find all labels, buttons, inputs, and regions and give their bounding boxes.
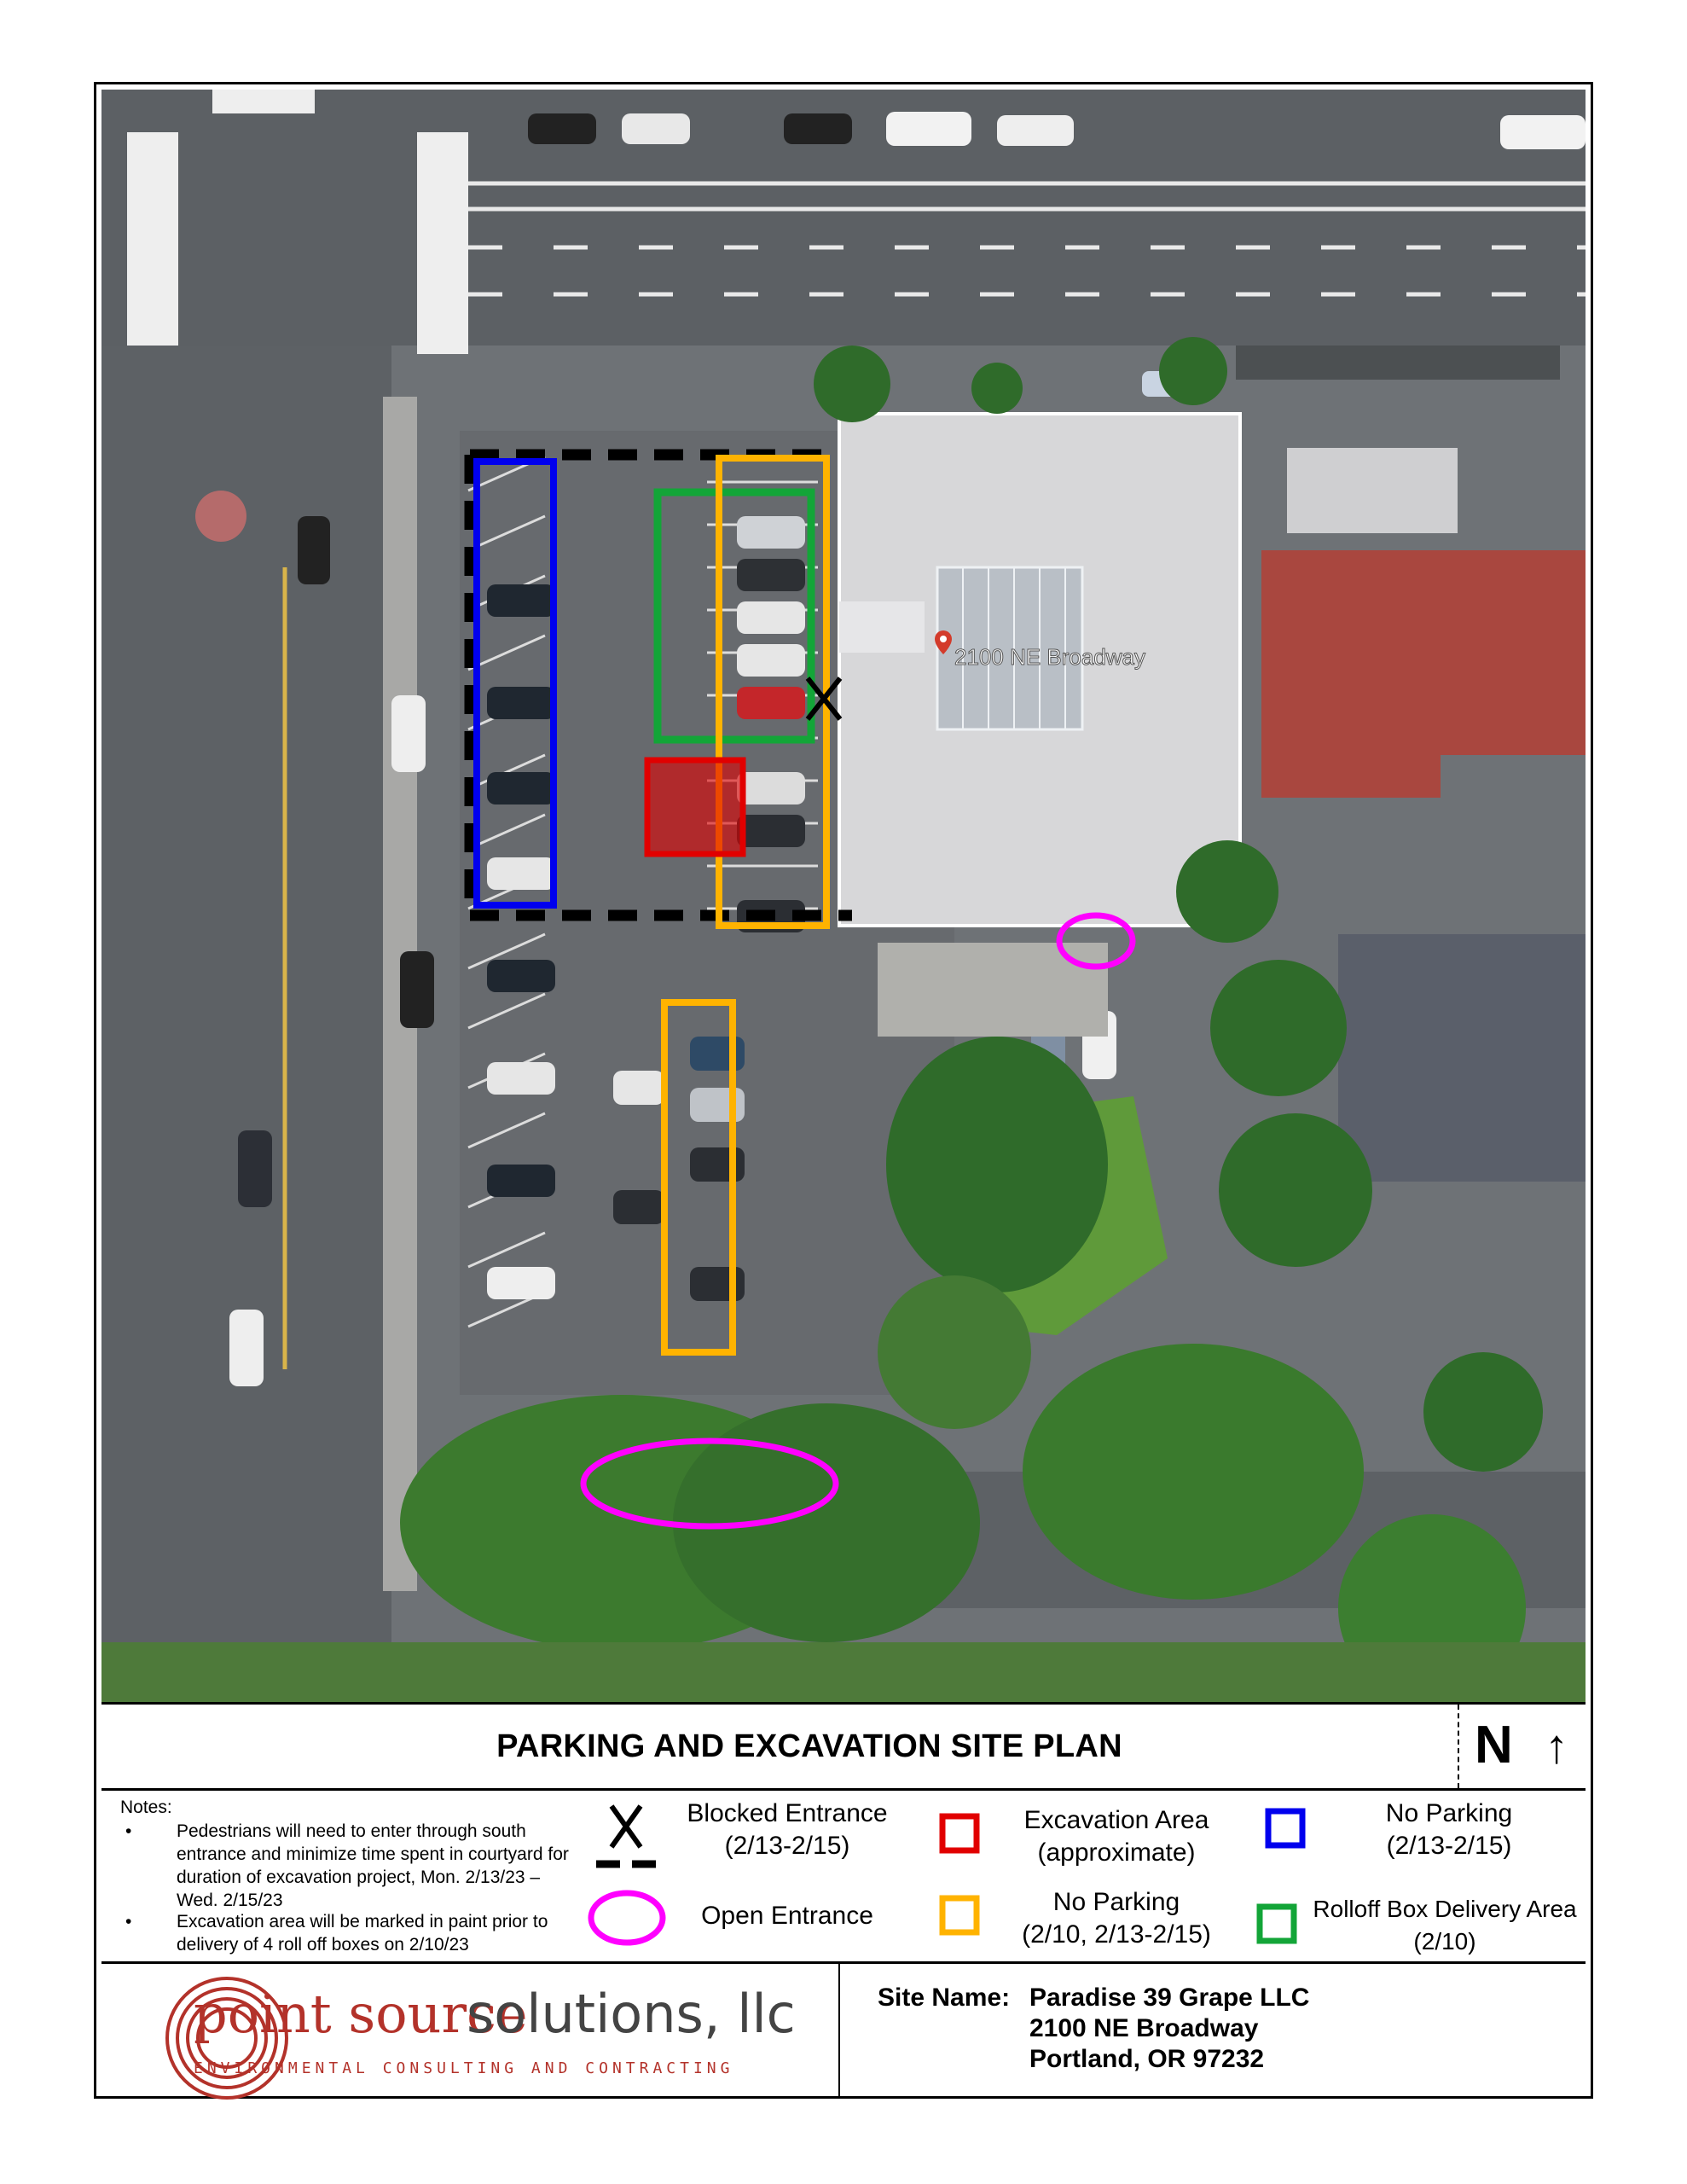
site-name-label: Site Name: bbox=[878, 1984, 1011, 2012]
legend-line: (approximate) bbox=[1037, 1838, 1196, 1867]
courtyard-plaza bbox=[878, 943, 1108, 1037]
legend-line: Open Entrance bbox=[701, 1902, 873, 1930]
side-street bbox=[101, 346, 391, 1702]
small-building bbox=[1287, 448, 1458, 533]
excavation-area bbox=[647, 760, 743, 854]
address-map-label: 2100 NE Broadway bbox=[954, 644, 1146, 670]
footer-divider bbox=[838, 1964, 840, 2096]
site-street: 2100 NE Broadway bbox=[1029, 2014, 1259, 2042]
legend-no-parking-blue-icon bbox=[1263, 1806, 1311, 1854]
legend-and-notes bbox=[101, 1791, 1586, 1964]
bullet-icon: • bbox=[125, 1912, 132, 1931]
logo-word-point-source: point source bbox=[194, 1983, 528, 2045]
north-indicator bbox=[1458, 1705, 1586, 1788]
legend-line: Blocked Entrance bbox=[687, 1799, 888, 1827]
legend-no-parking-orange-label bbox=[1006, 1886, 1227, 1951]
legend-excavation-icon bbox=[937, 1811, 985, 1859]
building-shadow bbox=[1236, 346, 1560, 380]
legend-line: (2/13-2/15) bbox=[724, 1832, 850, 1860]
map-canvas bbox=[101, 90, 1586, 1702]
dark-roof-building bbox=[1338, 934, 1586, 1182]
legend-line: Excavation Area bbox=[1023, 1806, 1209, 1834]
logo-tagline: ENVIRONMENTAL CONSULTING AND CONTRACTING bbox=[194, 2059, 734, 2077]
legend-line: No Parking bbox=[1385, 1799, 1513, 1827]
north-letter: N bbox=[1475, 1716, 1513, 1774]
legend-excavation-label bbox=[1006, 1804, 1227, 1869]
legend-line: No Parking bbox=[1052, 1888, 1180, 1916]
aerial-map bbox=[101, 90, 1586, 1702]
legend-line: (2/10) bbox=[1413, 1928, 1476, 1955]
legend-open-entrance-label bbox=[668, 1900, 907, 1932]
north-arrow-icon: ↑ bbox=[1545, 1719, 1568, 1773]
footer bbox=[101, 1964, 1586, 2096]
legend-line: Rolloff Box Delivery Area bbox=[1313, 1896, 1577, 1922]
legend-rolloff-label bbox=[1304, 1893, 1586, 1958]
legend-no-parking-orange-icon bbox=[937, 1893, 985, 1941]
notes-heading: Notes: bbox=[120, 1798, 172, 1817]
legend-rolloff-icon bbox=[1255, 1902, 1302, 1949]
legend-blocked-entrance-label bbox=[668, 1798, 907, 1862]
red-roof-building-2 bbox=[1398, 550, 1586, 755]
note-text: Pedestrians will need to enter through south entrance and minimize time spent in courtyard for duration of excavation project, Mon. 2/13/23 – Wed. 2/15/23 bbox=[177, 1821, 569, 1910]
legend-line: (2/10, 2/13-2/15) bbox=[1022, 1920, 1211, 1949]
bullet-icon: • bbox=[125, 1821, 132, 1841]
site-city: Portland, OR 97232 bbox=[1029, 2045, 1265, 2073]
title-band bbox=[101, 1702, 1586, 1791]
legend-blocked-entrance-icon bbox=[588, 1799, 664, 1876]
legend-line: (2/13-2/15) bbox=[1386, 1832, 1512, 1860]
note-text: Excavation area will be marked in paint prior to delivery of 4 roll off boxes on 2/10/23 bbox=[177, 1912, 548, 1955]
page-title: PARKING AND EXCAVATION SITE PLAN bbox=[496, 1728, 1122, 1764]
company-logo bbox=[163, 1972, 794, 2092]
logo-word-solutions: solutions, llc bbox=[467, 1983, 796, 2045]
legend-no-parking-blue-label bbox=[1338, 1798, 1560, 1862]
legend-open-entrance-icon bbox=[586, 1886, 671, 1949]
roof-unit bbox=[839, 601, 925, 653]
site-plan-sheet bbox=[94, 82, 1593, 2099]
site-name-value: Paradise 39 Grape LLC bbox=[1029, 1984, 1310, 2012]
